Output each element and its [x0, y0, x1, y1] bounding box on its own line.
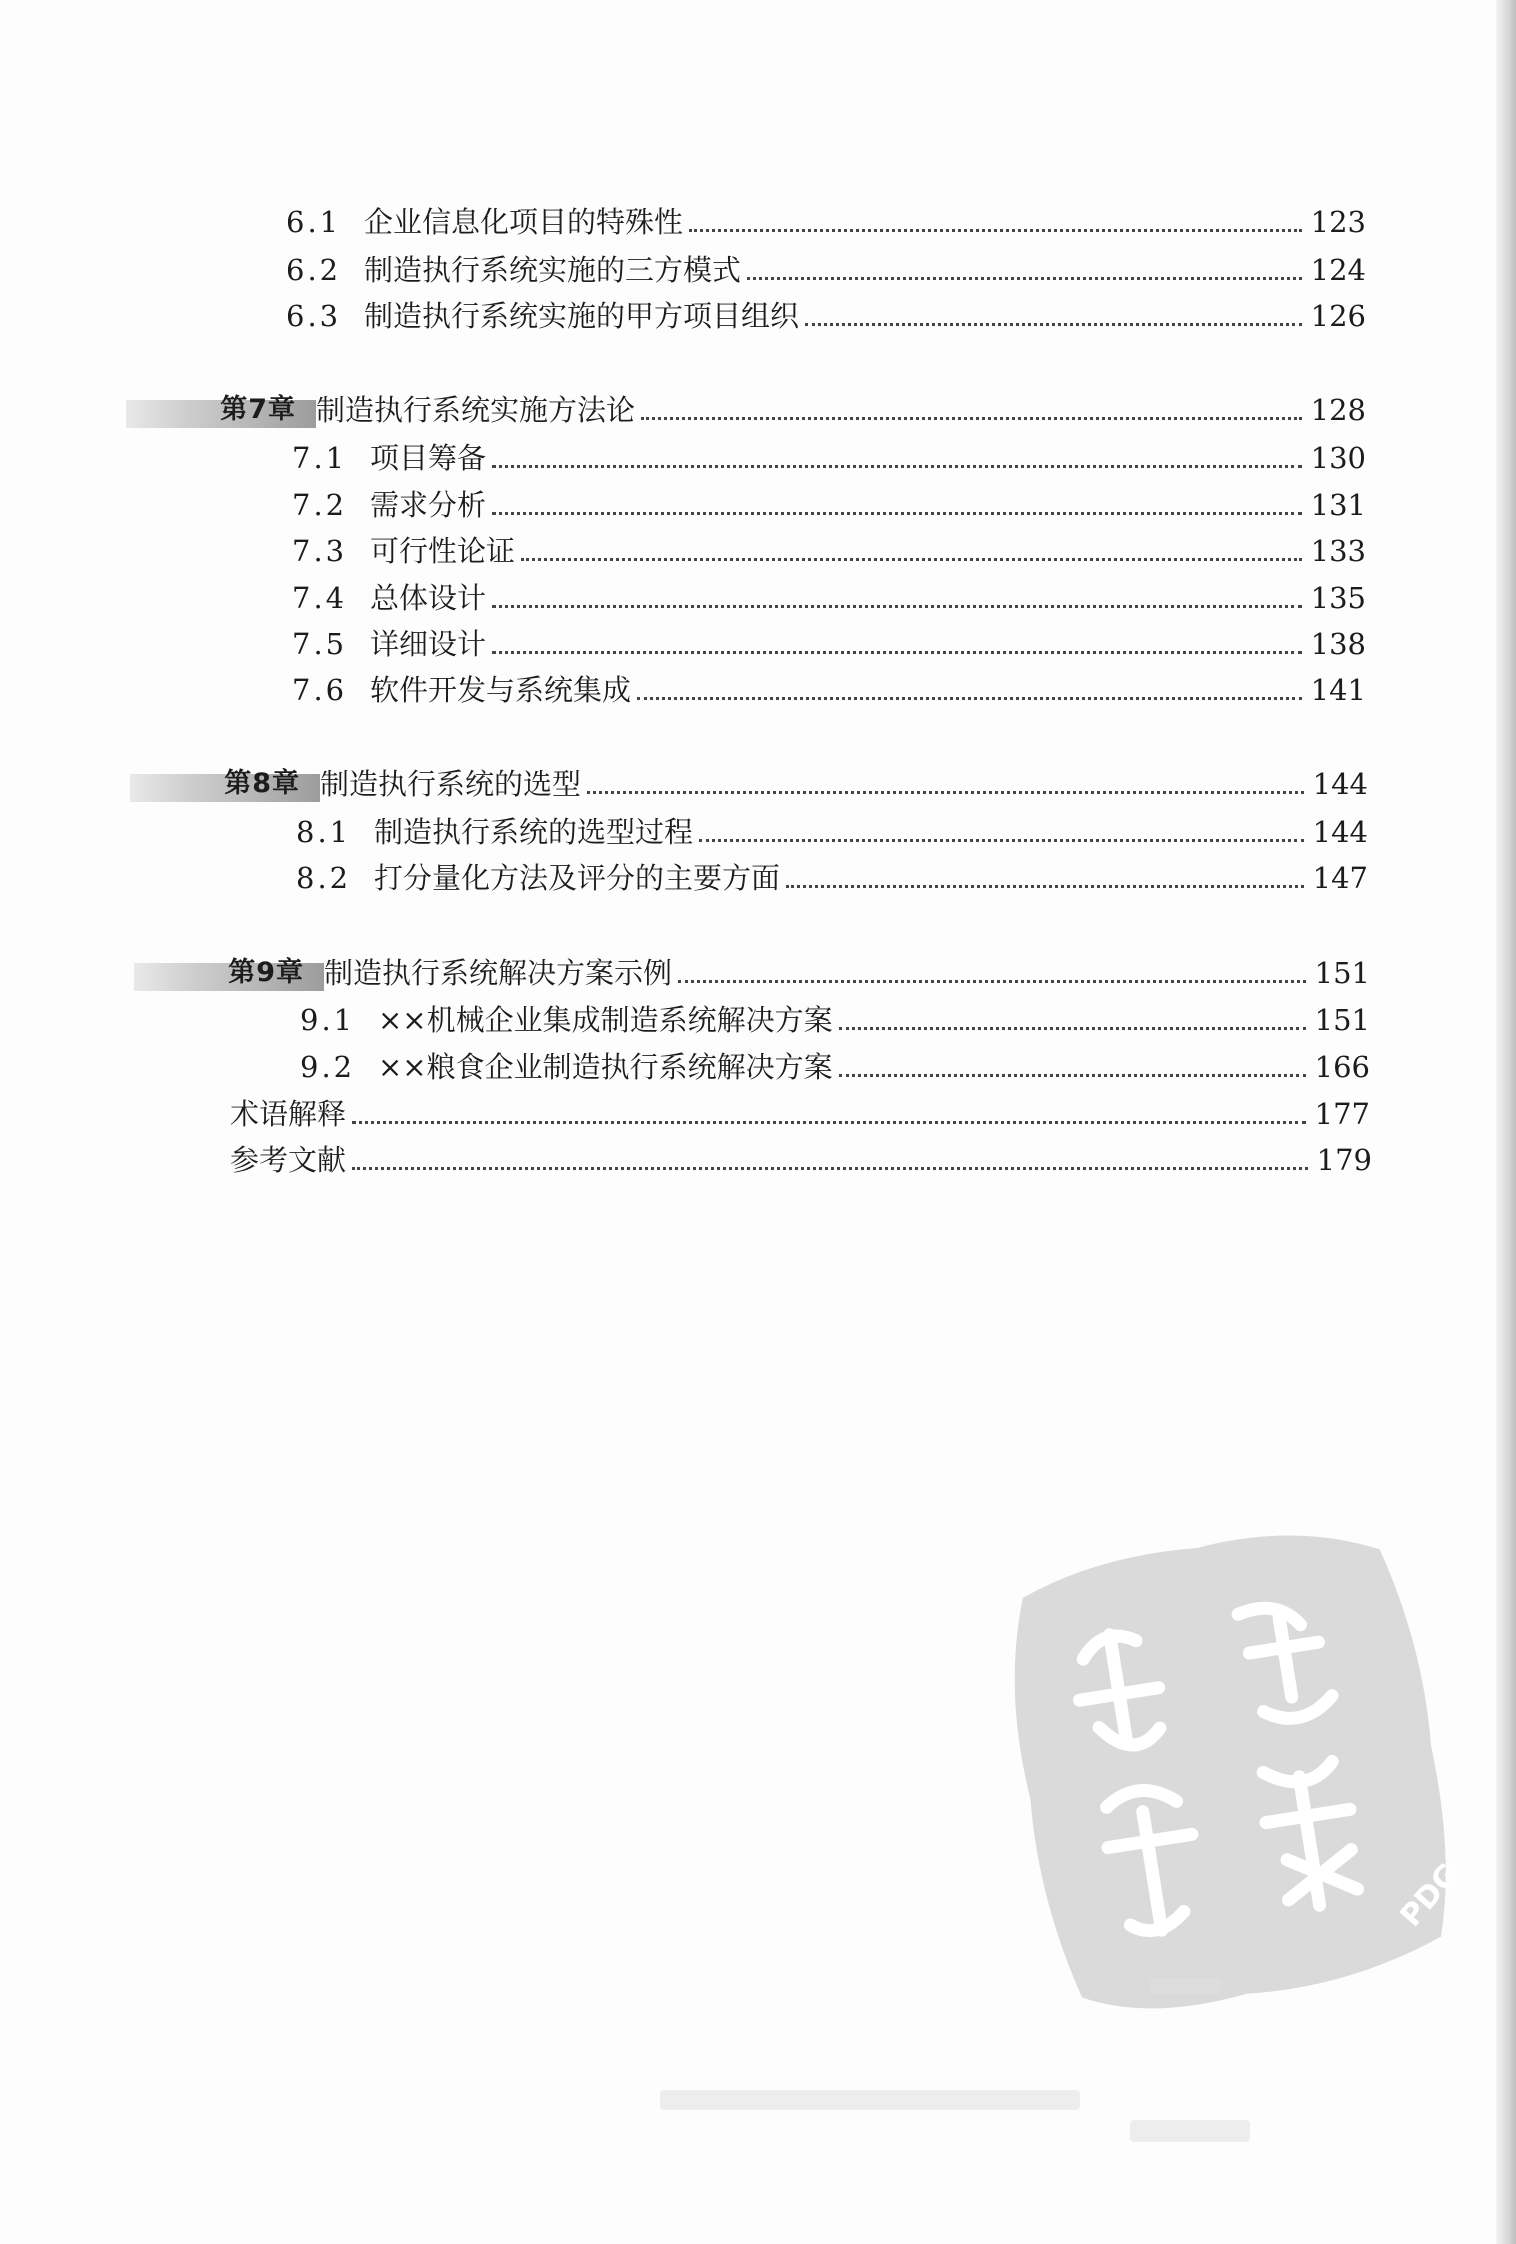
page-number: 130: [1310, 441, 1366, 475]
section-title: 制造执行系统实施的三方模式: [364, 253, 742, 287]
toc-entry-9-2[interactable]: [300, 1037, 1370, 1087]
section-number: 7.1: [292, 441, 348, 475]
page-number: 131: [1310, 488, 1366, 522]
section-number: 6.2: [286, 253, 342, 287]
section-number: 7.2: [292, 488, 348, 522]
section-title: 详细设计: [370, 627, 487, 661]
dot-leader: [839, 1027, 1306, 1030]
section-title: 制造执行系统的选型过程: [374, 815, 694, 849]
scan-smudge: [660, 2090, 1080, 2110]
section-number: 7.6: [292, 673, 348, 707]
dot-leader: [492, 512, 1302, 515]
toc-entry-8-1[interactable]: [296, 802, 1368, 852]
chapter-label: 第9章: [228, 957, 304, 988]
dot-leader: [805, 323, 1302, 326]
scan-smudge: [1150, 1978, 1220, 1994]
dot-leader: [747, 277, 1302, 280]
dot-leader: [352, 1121, 1306, 1124]
dot-leader: [699, 839, 1304, 842]
toc-entry-6-2[interactable]: [286, 240, 1366, 290]
dot-leader: [641, 417, 1302, 420]
page-number: 138: [1310, 627, 1366, 661]
section-number: 8.1: [296, 815, 352, 849]
seal-stamp-icon: [977, 1497, 1477, 2038]
section-title: 可行性论证: [370, 534, 516, 568]
toc-entry-8-2[interactable]: [296, 848, 1368, 898]
toc-entry-7-6[interactable]: [292, 660, 1366, 710]
section-number: 6.1: [286, 205, 342, 239]
dot-leader: [587, 791, 1304, 794]
toc-chapter-9[interactable]: [194, 943, 1370, 993]
seal-text: [977, 1564, 978, 1565]
dot-leader: [521, 558, 1302, 561]
section-title: 打分量化方法及评分的主要方面: [374, 861, 781, 895]
chapter-title: 制造执行系统解决方案示例: [324, 956, 673, 990]
page-number: 126: [1310, 299, 1366, 333]
toc-entry-6-1[interactable]: [286, 192, 1366, 242]
dot-leader: [492, 465, 1302, 468]
section-title: 制造执行系统实施的甲方项目组织: [364, 299, 800, 333]
section-title: ××粮食企业制造执行系统解决方案: [378, 1050, 833, 1084]
toc-entry-7-3[interactable]: [292, 521, 1366, 571]
page-number: 144: [1312, 767, 1368, 801]
toc-entry-7-2[interactable]: [292, 475, 1366, 525]
page-number: 166: [1314, 1050, 1370, 1084]
page-number: 135: [1310, 581, 1366, 615]
chapter-title: 制造执行系统实施方法论: [316, 393, 636, 427]
dot-leader: [492, 605, 1302, 608]
page-number: 144: [1312, 815, 1368, 849]
dot-leader: [352, 1167, 1308, 1170]
section-title: 企业信息化项目的特殊性: [364, 205, 684, 239]
dot-leader: [678, 980, 1306, 983]
section-number: 7.3: [292, 534, 348, 568]
section-title: 项目筹备: [370, 441, 487, 475]
toc-references[interactable]: [230, 1130, 1372, 1180]
section-number: 9.1: [300, 1003, 356, 1037]
library-seal-watermark: [977, 1497, 1477, 2038]
page-number: 123: [1310, 205, 1366, 239]
toc-glossary[interactable]: [230, 1084, 1370, 1134]
page-edge-shadow: [1496, 0, 1516, 2244]
scan-smudge: [1130, 2120, 1250, 2142]
toc-entry-9-1[interactable]: [300, 990, 1370, 1040]
page-number: 133: [1310, 534, 1366, 568]
page-number: 179: [1316, 1143, 1372, 1177]
toc-chapter-8[interactable]: [190, 754, 1368, 804]
section-number: 7.4: [292, 581, 348, 615]
page-number: 124: [1310, 253, 1366, 287]
appendix-title: 参考文献: [230, 1143, 347, 1177]
dot-leader: [786, 885, 1304, 888]
chapter-label: 第7章: [220, 394, 296, 425]
toc-chapter-7[interactable]: [186, 380, 1366, 430]
section-title: 需求分析: [370, 488, 487, 522]
toc-entry-7-5[interactable]: [292, 614, 1366, 664]
chapter-title: 制造执行系统的选型: [320, 767, 582, 801]
toc-entry-7-4[interactable]: [292, 568, 1366, 618]
page-number: 128: [1310, 393, 1366, 427]
page-number: 177: [1314, 1097, 1370, 1131]
section-number: 7.5: [292, 627, 348, 661]
section-title: 总体设计: [370, 581, 487, 615]
page-number: 141: [1310, 673, 1366, 707]
appendix-title: 术语解释: [230, 1097, 347, 1131]
toc-entry-7-1[interactable]: [292, 428, 1366, 478]
section-title: ××机械企业集成制造系统解决方案: [378, 1003, 833, 1037]
section-number: 6.3: [286, 299, 342, 333]
page-number: 151: [1314, 956, 1370, 990]
toc-entry-6-3[interactable]: [286, 286, 1366, 336]
dot-leader: [839, 1074, 1306, 1077]
section-number: 8.2: [296, 861, 352, 895]
pdg-label: PDG: [1393, 1856, 1467, 1934]
section-title: 软件开发与系统集成: [370, 673, 632, 707]
page-number: 151: [1314, 1003, 1370, 1037]
page-number: 147: [1312, 861, 1368, 895]
section-number: 9.2: [300, 1050, 356, 1084]
dot-leader: [637, 697, 1302, 700]
chapter-label: 第8章: [224, 768, 300, 799]
dot-leader: [689, 229, 1302, 232]
dot-leader: [492, 651, 1302, 654]
